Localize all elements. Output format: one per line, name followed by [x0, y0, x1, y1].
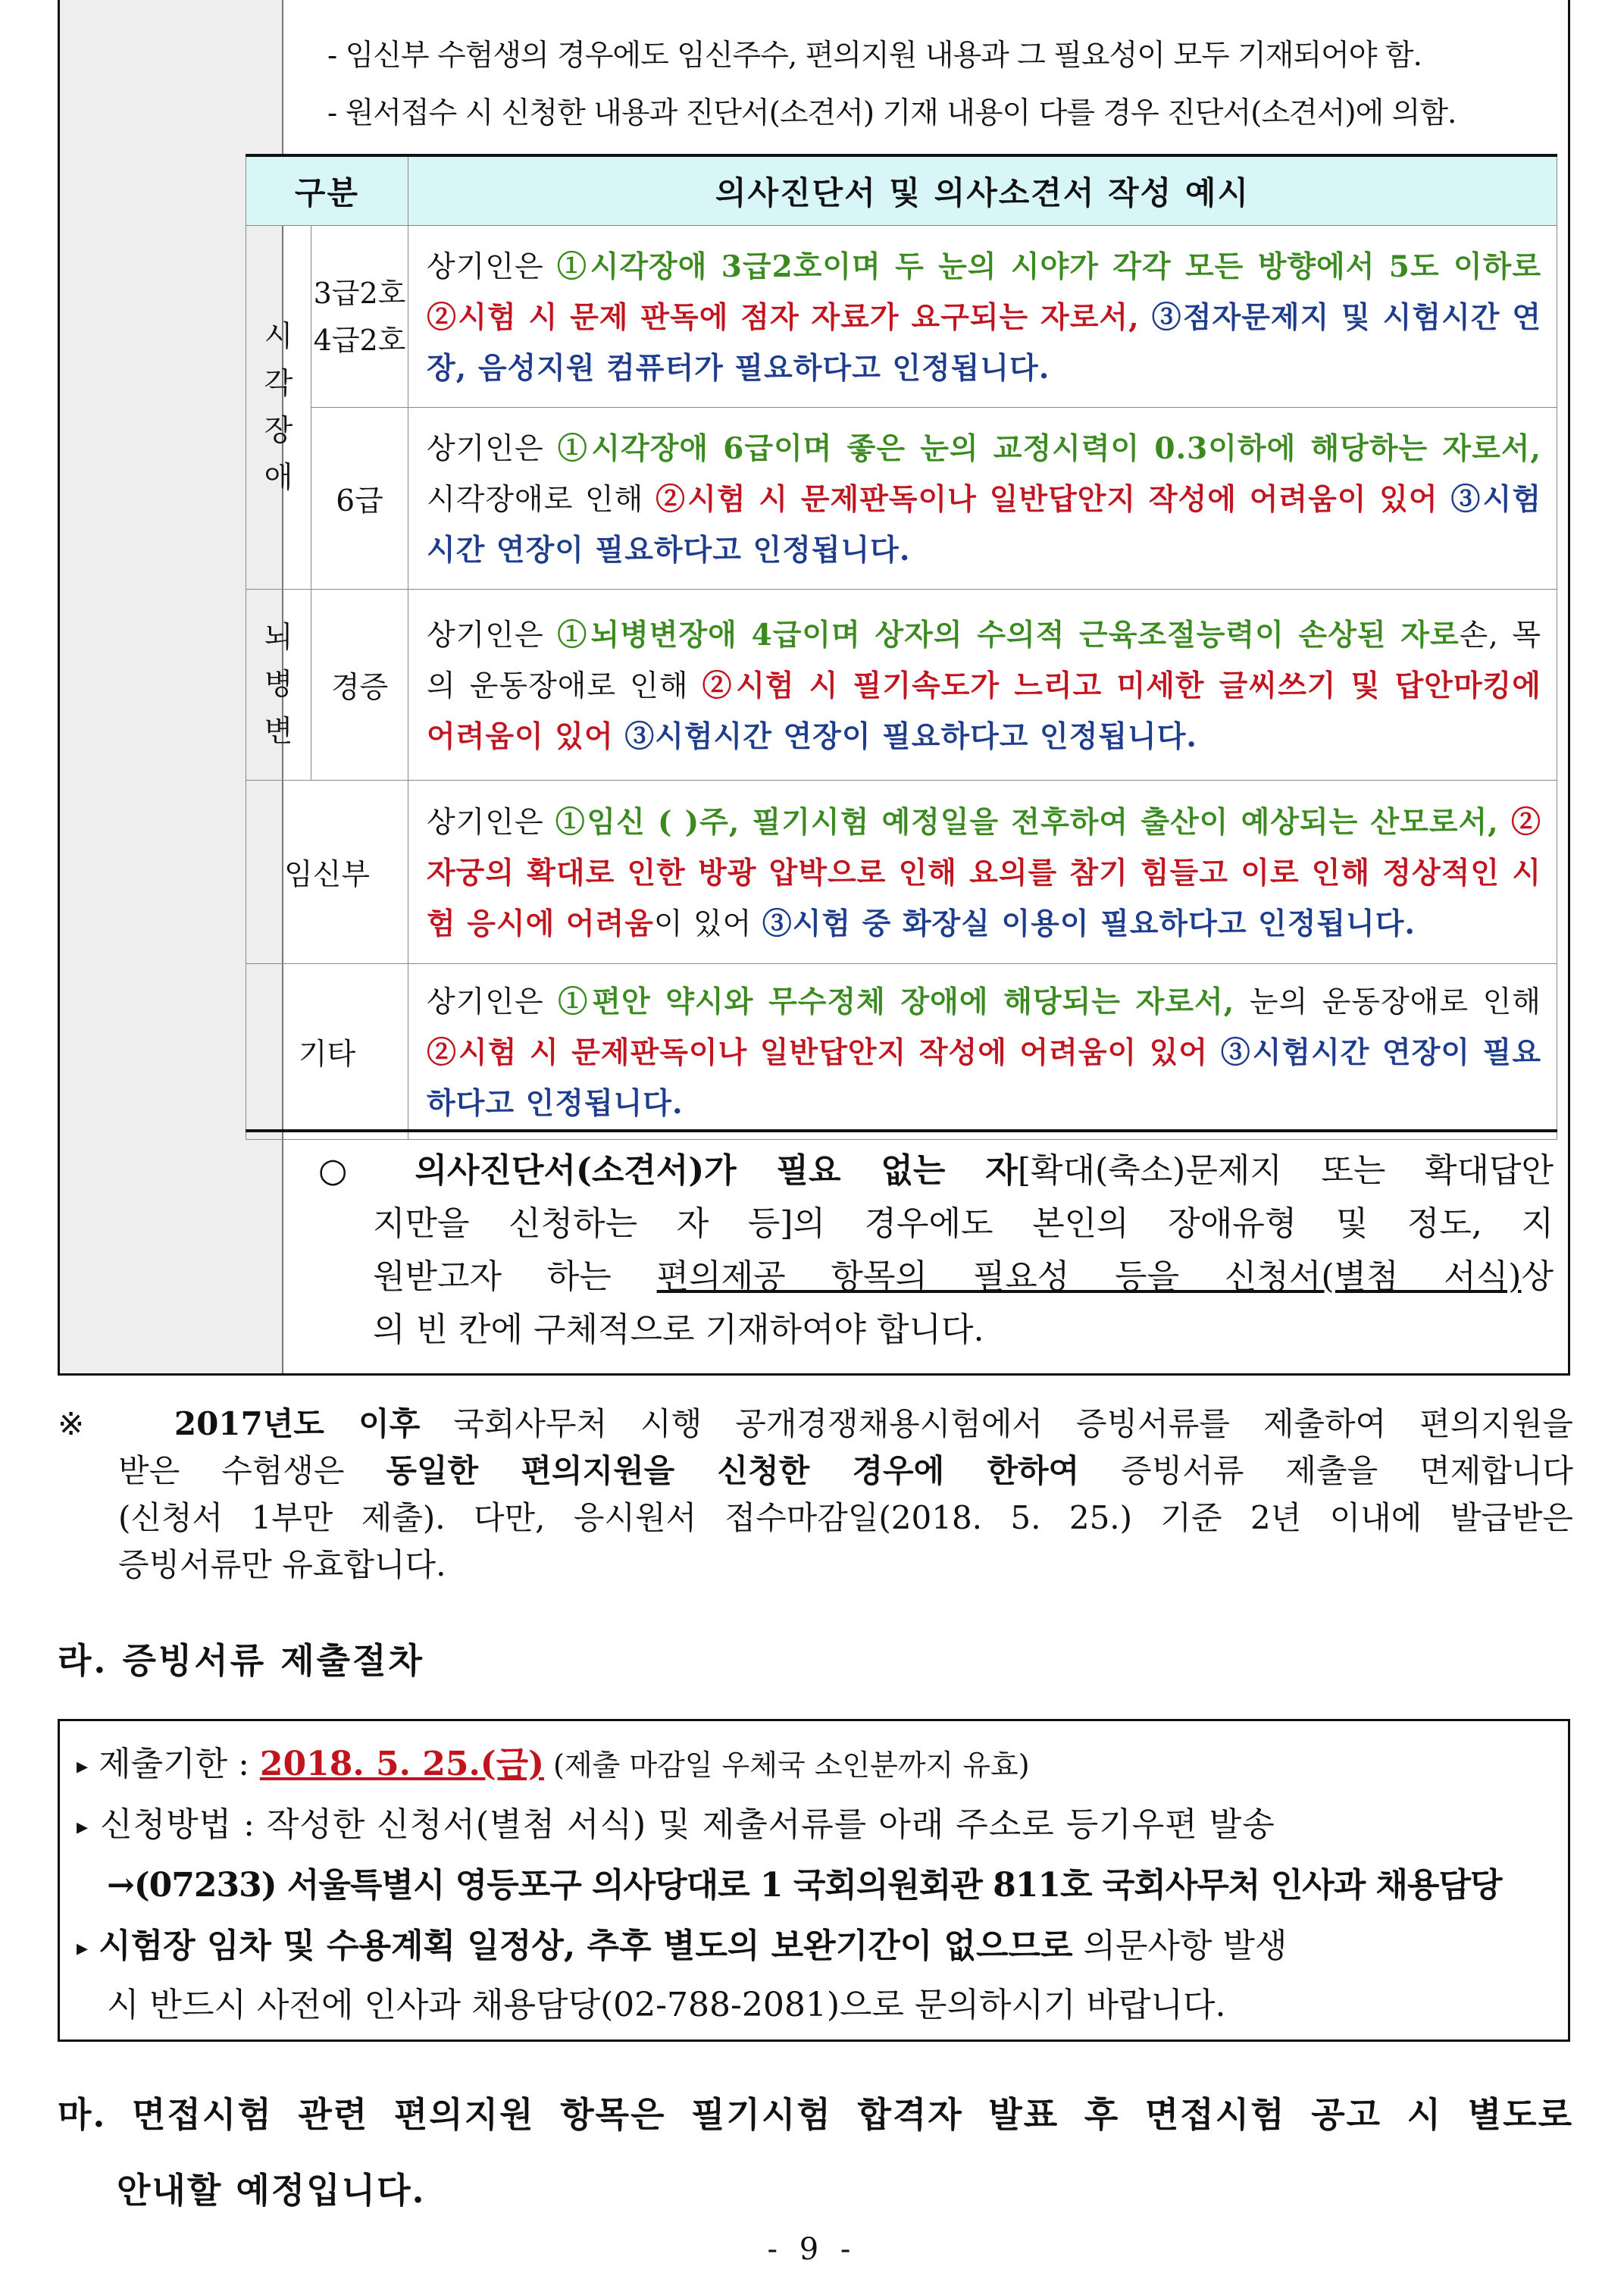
intro-bullet-1: - 임신부 수험생의 경우에도 임신주수, 편의지원 내용과 그 필요성이 모두 기재되어야 함. — [327, 39, 1422, 73]
exemption-text3: (신청서 1부만 제출). 다만, 응시원서 접수마감일(2018. 5. 25.) 기준 2년 이내에 발급받은 — [118, 1499, 1573, 1536]
no-diagnosis-line2: 지만을 신청하는 자 등]의 경우에도 본인의 장애유형 및 정도, 지 — [373, 1204, 1554, 1243]
example-text-segment: ②시험 시 문제판독이나 일반답안지 작성에 어려움이 있어 — [427, 1035, 1221, 1070]
exemption-bold-year: 2017년도 이후 — [174, 1405, 421, 1442]
example-text-segment: 시각장애로 인해 — [427, 483, 656, 517]
example-text-segment: ③시험시간 연장이 필요하다고 인정됩니다. — [427, 482, 1541, 568]
example-text-segment: ③시험 중 화장실 이용이 필요하다고 인정됩니다. — [762, 906, 1416, 941]
example-row-5 — [408, 964, 1557, 1140]
section-ma — [58, 2077, 1573, 2228]
submission-procedure-box — [58, 1719, 1570, 2042]
address-line: →(07233) 서울특별시 영등포구 의사당대로 1 국회의원회관 811호 국회사무처 인사과 채용담당 — [107, 1866, 1502, 1905]
notice-line2: 시 반드시 사전에 인사과 채용담당(02-788-2081)으로 문의하시기 바랍니다. — [107, 1986, 1226, 2024]
example-text-segment: 상기인은 — [427, 432, 558, 466]
diagnosis-example-table — [246, 154, 1557, 1140]
table-bottom-rule — [246, 1129, 1557, 1132]
notice-bold: 시험장 임차 및 수용계획 일정상, 추후 별도의 보완기간이 없으므로 — [99, 1927, 1073, 1965]
example-text-segment: ③시험시간 연장이 필요하다고 인정됩니다. — [427, 1035, 1541, 1121]
no-diagnosis-bold: 의사진단서(소견서)가 필요 없는 자 — [415, 1151, 1018, 1190]
example-text-segment: ①시각장애 3급2호이며 두 눈의 시야가 각각 모든 방향에서 5도 이하로 — [556, 249, 1541, 284]
exemption-bold-condition: 동일한 편의지원을 신청한 경우에 한하여 — [386, 1452, 1080, 1489]
header-example: 의사진단서 및 의사소견서 작성 예시 — [408, 155, 1557, 226]
example-text-segment: 상기인은 — [427, 806, 555, 840]
example-text-segment: ①시각장애 6급이며 좋은 눈의 교정시력이 0.3이하에 해당하는 자로서, — [557, 431, 1541, 466]
exemption-note — [58, 1401, 1573, 1589]
example-text-segment: ②시험 시 필기속도가 느리고 미세한 글씨쓰기 및 답안마킹에 어려움이 있어 — [427, 668, 1541, 754]
exemption-text4: 증빙서류만 유효합니다. — [118, 1546, 446, 1583]
method-line — [77, 1797, 1554, 1845]
no-diagnosis-line3-pre: 원받고자 하는 — [373, 1257, 657, 1296]
example-text-segment: ①임신 ( )주, 필기시험 예정일을 전후하여 출산이 예상되는 산모로서, — [555, 805, 1511, 840]
method-label: 신청방법 : 작성한 신청서(별첨 서식) 및 제출서류를 아래 주소로 등기우편 발송 — [100, 1805, 1275, 1844]
visual-group-label: 시 각 장 애 — [264, 319, 293, 495]
visual-grade-1: 3급2호 4급2호 — [311, 226, 408, 408]
deadline-value: 2018. 5. 25.(금) — [259, 1745, 544, 1783]
section-ma-line1: 마. 면접시험 관련 편의지원 항목은 필기시험 합격자 발표 후 면접시험 공고 시 별도로 — [58, 2094, 1573, 2135]
section-ma-line2: 안내할 예정입니다. — [117, 2170, 426, 2211]
no-diagnosis-line1: [확대(축소)문제지 또는 확대답안 — [1017, 1151, 1554, 1190]
notice-rest: 의문사항 발생 — [1072, 1927, 1288, 1965]
notice-line — [77, 1918, 1554, 1967]
no-diagnosis-line3-underline: 편의제공 항목의 필요성 등을 신청서(별첨 서식) — [656, 1257, 1522, 1296]
example-row-4 — [408, 781, 1557, 964]
example-text-segment: 손, 목의 운동장애로 인해 — [427, 618, 1541, 703]
brain-group-cell — [246, 590, 311, 781]
no-diagnosis-note — [318, 1144, 1554, 1357]
example-text-segment: 상기인은 — [427, 985, 559, 1019]
exemption-text1: 국회사무처 시행 공개경쟁채용시험에서 증빙서류를 제출하여 편의지원을 — [420, 1405, 1573, 1442]
triangle-bullet-icon: ▸ — [77, 1814, 89, 1840]
deadline-line — [77, 1736, 1554, 1785]
brain-group-label: 뇌 병 변 — [264, 620, 293, 749]
page-number: - 9 - — [767, 2232, 857, 2267]
example-text-segment: 눈의 운동장애로 인해 — [1249, 985, 1541, 1019]
deadline-label: 제출기한 : — [99, 1745, 260, 1783]
example-row-1 — [408, 226, 1557, 408]
example-row-3 — [408, 590, 1557, 781]
circle-bullet: ○ — [318, 1151, 376, 1190]
triangle-bullet-icon: ▸ — [77, 1935, 89, 1961]
brain-grade: 경증 — [311, 590, 408, 781]
deadline-note: (제출 마감일 우체국 소인분까지 유효) — [543, 1748, 1030, 1782]
exemption-text2b: 증빙서류 제출을 면제합니다 — [1079, 1452, 1573, 1489]
example-text-segment: 상기인은 — [427, 250, 557, 284]
exemption-text2a: 받은 수험생은 — [118, 1452, 386, 1489]
example-text-segment: ②시험 시 문제판독이나 일반답안지 작성에 어려움이 있어 — [655, 482, 1451, 517]
visual-grade-2: 6급 — [311, 408, 408, 590]
header-category: 구분 — [246, 155, 408, 226]
reference-mark: ※ — [58, 1405, 108, 1442]
example-row-2 — [408, 408, 1557, 590]
pregnant-label: 임신부 — [246, 781, 408, 964]
example-text-segment: ③점자문제지 및 시험시간 연장, 음성지원 컴퓨터가 필요하다고 인정됩니다. — [427, 300, 1541, 386]
other-label: 기타 — [246, 964, 408, 1140]
example-text-segment: ①뇌병변장애 4급이며 상자의 수의적 근육조절능력이 손상된 자로 — [557, 618, 1460, 653]
example-text-segment: ①편안 약시와 무수정체 장애에 해당되는 자로서, — [558, 985, 1250, 1019]
intro-bullet-2: - 원서접수 시 신청한 내용과 진단서(소견서) 기재 내용이 다를 경우 진단서(소견서)에 의함. — [327, 96, 1457, 130]
example-text-segment: ②시험 시 문제 판독에 점자 자료가 요구되는 자로서, — [427, 300, 1152, 335]
visual-group-cell — [246, 226, 311, 590]
example-text-segment: 이 있어 — [653, 907, 762, 941]
section-ra-title: 라. 증빙서류 제출절차 — [58, 1640, 424, 1681]
triangle-bullet-icon: ▸ — [77, 1753, 89, 1780]
no-diagnosis-line4: 의 빈 칸에 구체적으로 기재하여야 합니다. — [373, 1310, 984, 1349]
example-text-segment: 상기인은 — [427, 618, 558, 653]
example-text-segment: ③시험시간 연장이 필요하다고 인정됩니다. — [624, 719, 1197, 754]
example-text-segment: ②자궁의 확대로 인한 방광 압박으로 인해 요의를 참기 힘들고 이로 인해 정상적인 시험 응시에 어려움 — [427, 805, 1541, 941]
no-diagnosis-line3-post: 상 — [1521, 1257, 1554, 1296]
